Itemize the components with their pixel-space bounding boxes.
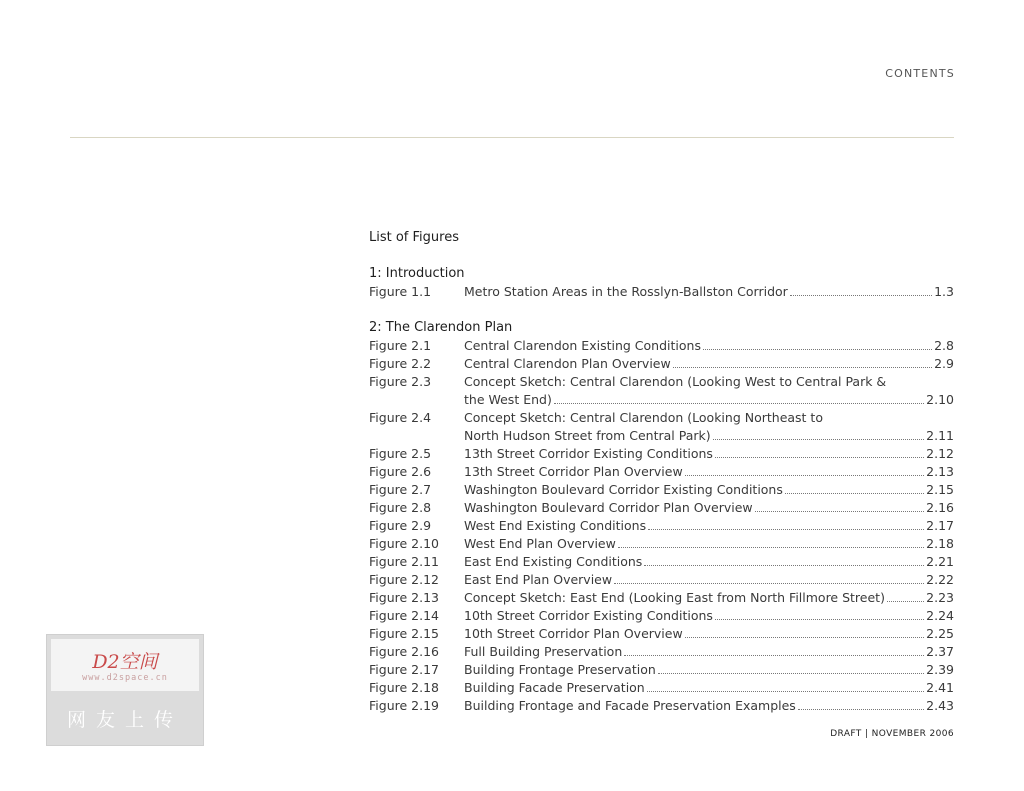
figure-title: 13th Street Corridor Plan Overview bbox=[464, 464, 683, 479]
figure-title: 10th Street Corridor Existing Conditions bbox=[464, 608, 713, 623]
watermark-logo-panel bbox=[51, 639, 199, 691]
figure-number: Figure 2.4 bbox=[369, 410, 432, 425]
figure-number: Figure 2.16 bbox=[369, 644, 439, 659]
figure-number: Figure 2.15 bbox=[369, 626, 439, 641]
figure-entry[interactable] bbox=[369, 499, 954, 517]
dot-leader bbox=[647, 690, 924, 692]
dot-leader bbox=[658, 672, 924, 674]
figure-entry[interactable] bbox=[369, 643, 954, 661]
figure-title: East End Plan Overview bbox=[464, 572, 613, 587]
figure-number: Figure 2.17 bbox=[369, 662, 439, 677]
figure-page: 2.37 bbox=[926, 644, 954, 659]
dot-leader bbox=[785, 492, 924, 494]
figure-page: 2.18 bbox=[926, 536, 954, 551]
figure-number: Figure 2.12 bbox=[369, 572, 439, 587]
figure-title: Building Facade Preservation bbox=[464, 680, 645, 695]
watermark-logo: D2空间 bbox=[92, 651, 158, 673]
figure-title: Concept Sketch: East End (Looking East from North Fillmore Street) bbox=[464, 590, 885, 605]
figure-title-continued: the West End) bbox=[464, 392, 552, 407]
figure-number: Figure 2.9 bbox=[369, 518, 432, 533]
figure-page: 2.17 bbox=[926, 518, 954, 533]
figure-number: Figure 2.10 bbox=[369, 536, 439, 551]
dot-leader bbox=[648, 528, 924, 530]
figure-number: Figure 2.11 bbox=[369, 554, 439, 569]
figure-page: 2.13 bbox=[926, 464, 954, 479]
dot-leader bbox=[790, 294, 932, 296]
figure-title: Building Frontage Preservation bbox=[464, 662, 656, 677]
figure-entry[interactable] bbox=[369, 571, 954, 589]
figure-page: 2.43 bbox=[926, 698, 954, 713]
figure-entry[interactable] bbox=[369, 283, 954, 301]
figure-number: Figure 2.6 bbox=[369, 464, 432, 479]
figure-title: Washington Boulevard Corridor Plan Overview bbox=[464, 500, 753, 515]
figure-page: 2.8 bbox=[934, 338, 954, 353]
section-heading: 2: The Clarendon Plan bbox=[369, 320, 513, 335]
figure-page: 2.39 bbox=[926, 662, 954, 677]
page-footer: DRAFT | NOVEMBER 2006 bbox=[830, 729, 954, 739]
dot-leader bbox=[644, 564, 924, 566]
watermark-url: www.d2space.cn bbox=[82, 673, 168, 683]
figure-title: 13th Street Corridor Existing Conditions bbox=[464, 446, 713, 461]
figure-entry[interactable] bbox=[369, 373, 954, 409]
watermark-stamp bbox=[46, 634, 204, 746]
figure-title: Concept Sketch: Central Clarendon (Looking Northeast to bbox=[464, 410, 823, 425]
figure-entry[interactable] bbox=[369, 589, 954, 607]
figure-number: Figure 2.19 bbox=[369, 698, 439, 713]
dot-leader bbox=[798, 708, 924, 710]
dot-leader bbox=[624, 654, 924, 656]
figure-number: Figure 2.2 bbox=[369, 356, 432, 371]
figure-title-continued: North Hudson Street from Central Park) bbox=[464, 428, 711, 443]
figure-number: Figure 2.7 bbox=[369, 482, 432, 497]
figure-title: East End Existing Conditions bbox=[464, 554, 643, 569]
header-divider bbox=[70, 137, 954, 138]
dot-leader bbox=[685, 636, 924, 638]
dot-leader bbox=[554, 402, 924, 404]
figure-entry[interactable] bbox=[369, 445, 954, 463]
figure-page: 2.22 bbox=[926, 572, 954, 587]
figure-entry[interactable] bbox=[369, 481, 954, 499]
figure-page: 2.23 bbox=[926, 590, 954, 605]
page-header-label: CONTENTS bbox=[885, 67, 955, 80]
figure-entry[interactable] bbox=[369, 337, 954, 355]
figure-number: Figure 2.5 bbox=[369, 446, 432, 461]
figure-title: Concept Sketch: Central Clarendon (Looking West to Central Park & bbox=[464, 374, 887, 389]
dot-leader bbox=[685, 474, 924, 476]
figure-number: Figure 2.1 bbox=[369, 338, 432, 353]
table-of-contents bbox=[369, 229, 954, 715]
figure-entry[interactable] bbox=[369, 355, 954, 373]
figure-title: Full Building Preservation bbox=[464, 644, 623, 659]
figure-entry[interactable] bbox=[369, 607, 954, 625]
figure-number: Figure 2.18 bbox=[369, 680, 439, 695]
figure-page: 2.24 bbox=[926, 608, 954, 623]
figure-entry[interactable] bbox=[369, 625, 954, 643]
figure-page: 2.41 bbox=[926, 680, 954, 695]
toc-title: List of Figures bbox=[369, 230, 459, 245]
dot-leader bbox=[703, 348, 932, 350]
dot-leader bbox=[614, 582, 924, 584]
figure-entry[interactable] bbox=[369, 661, 954, 679]
dot-leader bbox=[755, 510, 925, 512]
figure-page: 2.25 bbox=[926, 626, 954, 641]
figure-title: West End Plan Overview bbox=[464, 536, 616, 551]
figure-number: Figure 2.13 bbox=[369, 590, 439, 605]
figure-page: 2.16 bbox=[926, 500, 954, 515]
figure-page: 2.12 bbox=[926, 446, 954, 461]
figure-number: Figure 1.1 bbox=[369, 284, 432, 299]
figure-title: Central Clarendon Existing Conditions bbox=[464, 338, 701, 353]
figure-title: Metro Station Areas in the Rosslyn-Ballston Corridor bbox=[464, 284, 788, 299]
figure-page: 2.11 bbox=[926, 428, 954, 443]
section-spacer bbox=[369, 301, 954, 319]
dot-leader bbox=[887, 600, 924, 602]
figure-entry[interactable] bbox=[369, 697, 954, 715]
figure-number: Figure 2.8 bbox=[369, 500, 432, 515]
figure-entry[interactable] bbox=[369, 463, 954, 481]
figure-number: Figure 2.3 bbox=[369, 374, 432, 389]
dot-leader bbox=[715, 618, 924, 620]
figure-title: 10th Street Corridor Plan Overview bbox=[464, 626, 683, 641]
figure-page: 2.21 bbox=[926, 554, 954, 569]
watermark-caption: 网友上传 bbox=[66, 709, 183, 731]
figure-entry[interactable] bbox=[369, 679, 954, 697]
figure-title: Washington Boulevard Corridor Existing Conditions bbox=[464, 482, 783, 497]
section-heading: 1: Introduction bbox=[369, 266, 465, 281]
figure-title: West End Existing Conditions bbox=[464, 518, 647, 533]
figure-number: Figure 2.14 bbox=[369, 608, 439, 623]
dot-leader bbox=[618, 546, 924, 548]
figure-entry[interactable] bbox=[369, 553, 954, 571]
figure-entry[interactable] bbox=[369, 535, 954, 553]
figure-title: Central Clarendon Plan Overview bbox=[464, 356, 671, 371]
figure-entry[interactable] bbox=[369, 409, 954, 445]
figure-title: Building Frontage and Facade Preservation Examples bbox=[464, 698, 796, 713]
figure-page: 2.9 bbox=[934, 356, 954, 371]
dot-leader bbox=[673, 366, 932, 368]
figure-entry[interactable] bbox=[369, 517, 954, 535]
figure-page: 2.15 bbox=[926, 482, 954, 497]
dot-leader bbox=[715, 456, 924, 458]
figure-page: 1.3 bbox=[934, 284, 954, 299]
dot-leader bbox=[713, 438, 925, 440]
figure-page: 2.10 bbox=[926, 392, 954, 407]
